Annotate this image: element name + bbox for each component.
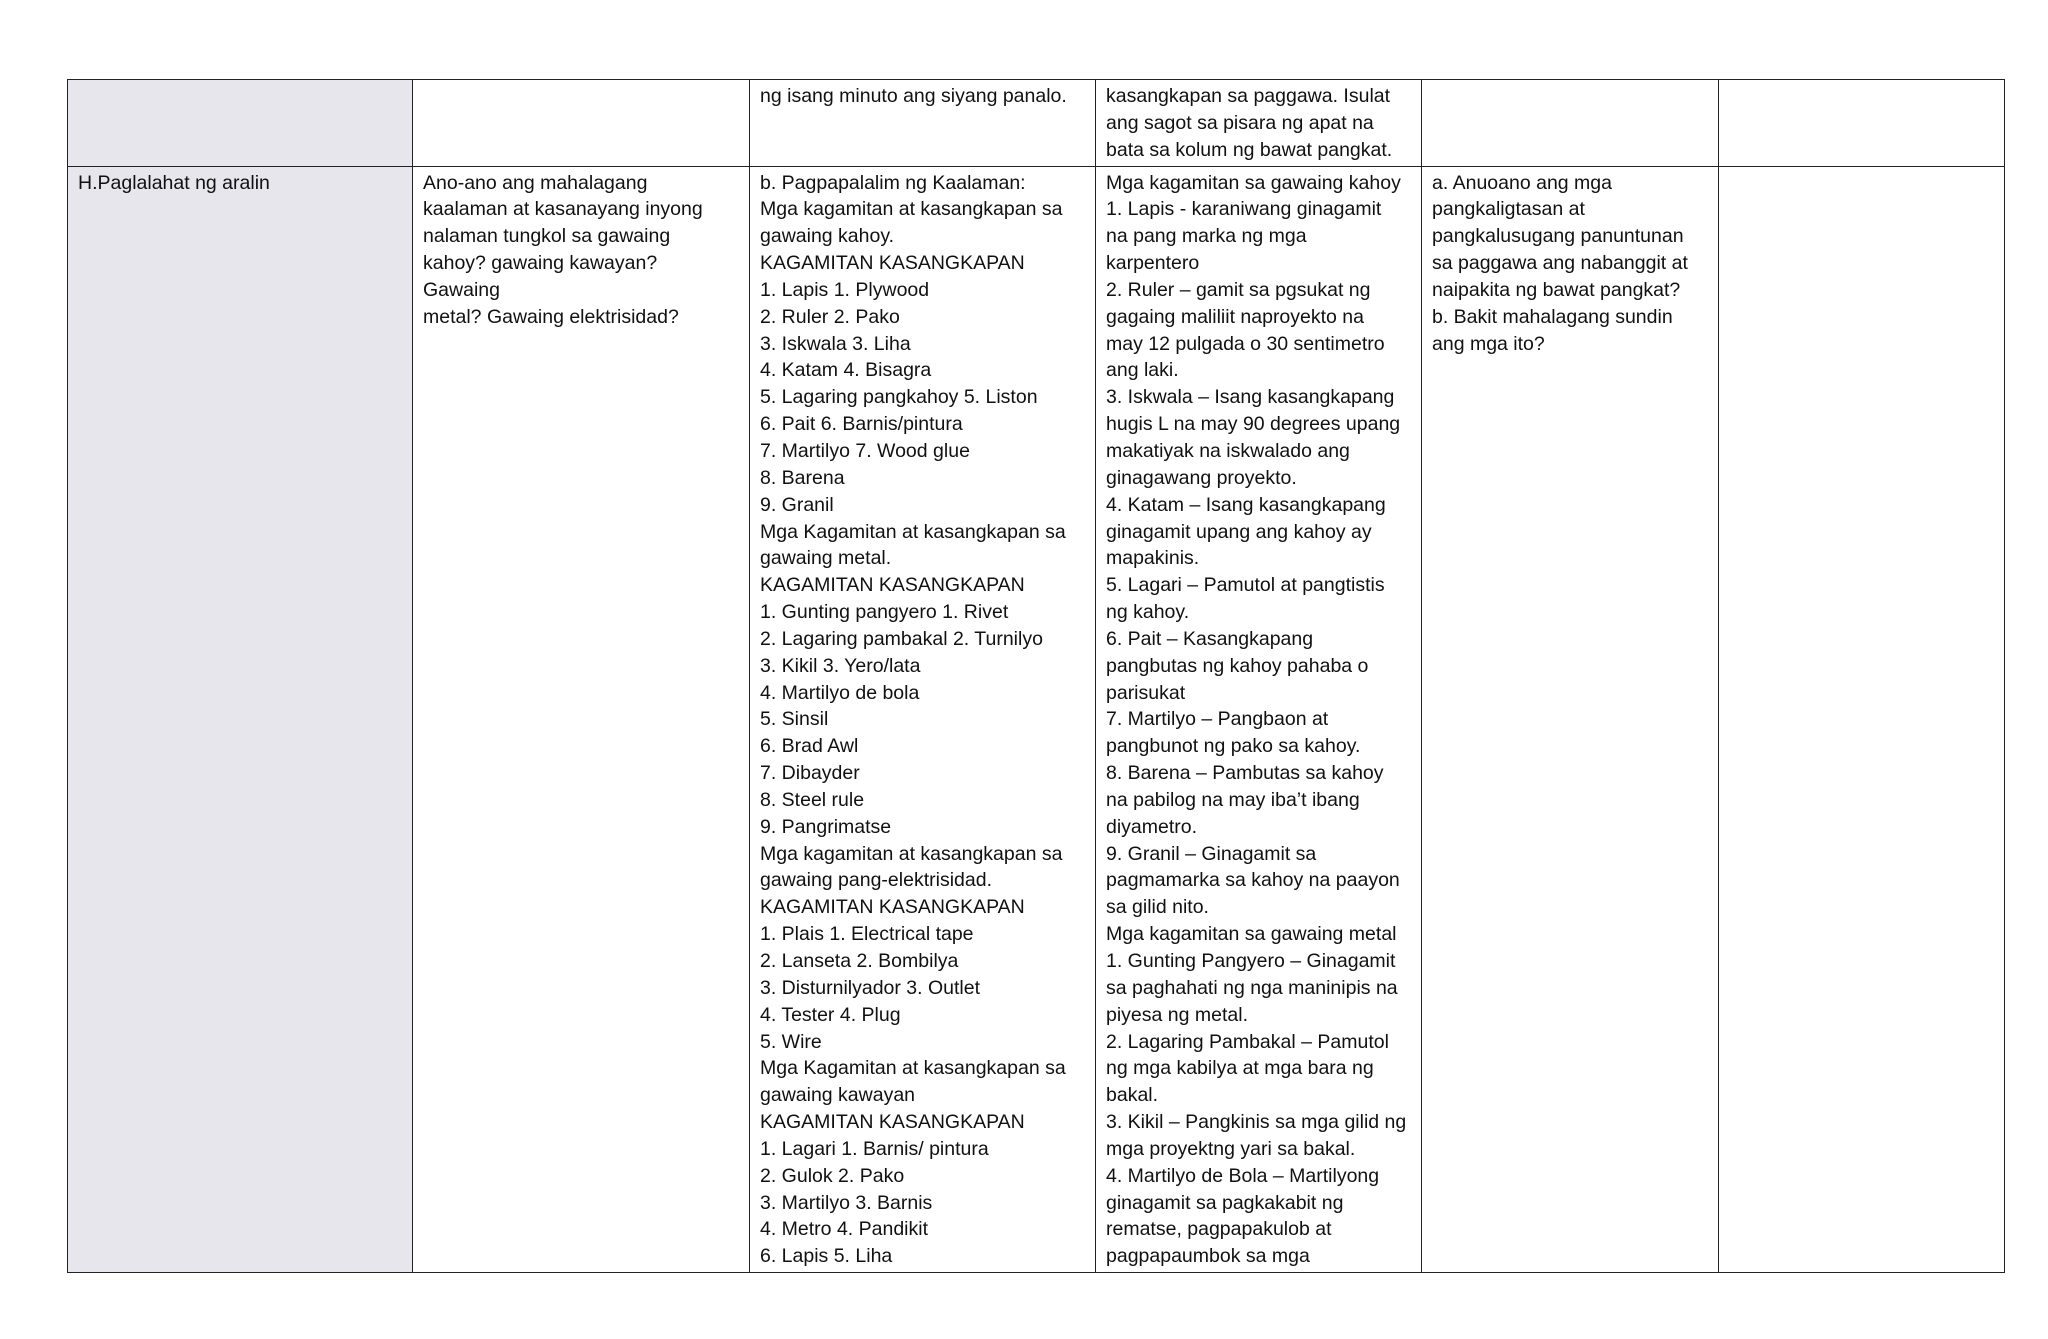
text-line: Mga kagamitan sa gawaing kahoy	[1106, 171, 1401, 194]
text-line: 1. Gunting pangyero 1. Rivet	[760, 601, 1009, 624]
text-line: 3. Disturnilyador 3. Outlet	[760, 976, 981, 999]
text-line: pangbunot ng pako sa kahoy.	[1106, 735, 1361, 758]
remarks-cell	[1719, 166, 2005, 1273]
text-line: 1. Lagari 1. Barnis/ pintura	[760, 1137, 989, 1160]
text-line: 4. Tester 4. Plug	[760, 1003, 901, 1026]
text-line: 3. Iskwala 3. Liha	[760, 332, 911, 355]
text-line: 8. Steel rule	[760, 788, 865, 811]
text-line: 9. Granil	[760, 493, 834, 516]
text-line: a. Anuoano ang mga	[1432, 171, 1612, 194]
text-line: b. Pagpapalalim ng Kaalaman:	[760, 171, 1026, 194]
text-line: gawaing pang-elektrisidad.	[760, 869, 992, 892]
text-line: 5. Sinsil	[760, 708, 829, 731]
text-line: sa paggawa ang nabanggit at	[1432, 252, 1688, 275]
text-line: ng isang minuto ang siyang panalo.	[760, 85, 1067, 107]
row-label: H.Paglalahat ng aralin	[78, 171, 270, 194]
text-line: ang sagot sa pisara ng apat na	[1106, 111, 1374, 134]
text-line: ginagamit upang ang kahoy ay	[1106, 520, 1372, 543]
text-line: ginagamit sa pagkakabit ng	[1106, 1191, 1344, 1214]
text-line: 1. Lapis - karaniwang ginagamit	[1106, 198, 1382, 221]
text-line: b. Bakit mahalagang sundin	[1432, 305, 1673, 328]
text-line: mga proyektng yari sa bakal.	[1106, 1137, 1356, 1160]
text-line: naipakita ng bawat pangkat?	[1432, 278, 1681, 301]
text-line: 2. Ruler – gamit sa pgsukat ng	[1106, 278, 1371, 301]
text-line: 3. Kikil 3. Yero/lata	[760, 654, 921, 677]
text-line: sa paghahati ng nga maninipis na	[1106, 976, 1398, 999]
text-line: 4. Metro 4. Pandikit	[760, 1218, 928, 1241]
activity-cell	[750, 80, 1096, 167]
discussion-cell	[1096, 80, 1422, 167]
safety-questions-cell	[1422, 80, 1719, 167]
text-line: 2. Lagaring Pambakal – Pamutol	[1106, 1030, 1389, 1053]
text-line: diyametro.	[1106, 815, 1198, 838]
text-line: Mga kagamitan at kasangkapan sa	[760, 842, 1063, 865]
text-line: pagmamarka sa kahoy na paayon	[1106, 869, 1400, 892]
text-line: kaalaman at kasanayang inyong	[423, 198, 703, 221]
lesson-plan-table	[67, 79, 2005, 1273]
text-line: 8. Barena	[760, 466, 845, 489]
text-line: Gawaing	[423, 278, 500, 301]
table-row-paglalahat	[68, 166, 2005, 1273]
text-line: may 12 pulgada o 30 sentimetro	[1106, 332, 1385, 355]
text-line: 7. Dibayder	[760, 762, 860, 785]
text-line: 5. Lagaring pangkahoy 5. Liston	[760, 386, 1038, 409]
text-line: pangbutas ng kahoy pahaba o	[1106, 654, 1369, 677]
tools-list-cell	[750, 166, 1096, 1273]
table-row-continuation	[68, 80, 2005, 167]
text-line: 4. Katam – Isang kasangkapang	[1106, 493, 1386, 516]
text-line: ginagawang proyekto.	[1106, 466, 1297, 489]
text-line: 5. Wire	[760, 1030, 822, 1053]
text-line: gawaing kahoy.	[760, 225, 895, 248]
text-line: KAGAMITAN KASANGKAPAN	[760, 896, 1025, 919]
tools-description-cell	[1096, 166, 1422, 1273]
text-line: parisukat	[1106, 681, 1186, 704]
text-line: kasangkapan sa paggawa. Isulat	[1106, 85, 1391, 107]
text-line: nalaman tungkol sa gawaing	[423, 225, 671, 248]
text-line: 1. Plais 1. Electrical tape	[760, 923, 974, 946]
remarks-cell	[1719, 80, 2005, 167]
text-line: ang laki.	[1106, 359, 1179, 382]
text-line: KAGAMITAN KASANGKAPAN	[760, 1111, 1025, 1134]
text-line: ang mga ito?	[1432, 332, 1545, 355]
question-cell	[413, 80, 750, 167]
text-line: 5. Lagari – Pamutol at pangtistis	[1106, 574, 1385, 597]
text-line: 9. Pangrimatse	[760, 815, 892, 838]
text-line: bata sa kolum ng bawat pangkat.	[1106, 138, 1393, 161]
text-line: 3. Martilyo 3. Barnis	[760, 1191, 933, 1214]
text-line: 2. Lagaring pambakal 2. Turnilyo	[760, 627, 1043, 650]
text-line: 4. Martilyo de bola	[760, 681, 920, 704]
text-line: 7. Martilyo – Pangbaon at	[1106, 708, 1329, 731]
text-line: 6. Brad Awl	[760, 735, 859, 758]
text-line: mapakinis.	[1106, 547, 1200, 570]
text-line: 8. Barena – Pambutas sa kahoy	[1106, 762, 1384, 785]
text-line: 3. Iskwala – Isang kasangkapang	[1106, 386, 1395, 409]
text-line: ng kahoy.	[1106, 601, 1190, 624]
text-line: rematse, pagpapakulob at	[1106, 1218, 1332, 1241]
safety-questions-cell	[1422, 166, 1719, 1273]
text-line: 6. Lapis 5. Liha	[760, 1245, 893, 1268]
text-line: Mga kagamitan at kasangkapan sa	[760, 198, 1063, 221]
text-line: makatiyak na iskwalado ang	[1106, 439, 1350, 462]
text-line: karpentero	[1106, 252, 1200, 275]
text-line: 4. Katam 4. Bisagra	[760, 359, 932, 382]
text-line: 1. Gunting Pangyero – Ginagamit	[1106, 950, 1396, 972]
text-line: 1. Lapis 1. Plywood	[760, 278, 930, 301]
text-line: Mga kagamitan sa gawaing metal	[1106, 923, 1397, 946]
text-line: 6. Pait – Kasangkapang	[1106, 627, 1314, 650]
text-line: sa gilid nito.	[1106, 896, 1209, 919]
text-line: pangkaligtasan at	[1432, 198, 1585, 221]
text-line: Mga Kagamitan at kasangkapan sa	[760, 1057, 1066, 1080]
text-line: 7. Martilyo 7. Wood glue	[760, 439, 970, 462]
text-line: gagaing maliliit naproyekto na	[1106, 305, 1364, 328]
text-line: gawaing kawayan	[760, 1084, 916, 1107]
text-line: 6. Pait 6. Barnis/pintura	[760, 413, 963, 436]
text-line: kahoy? gawaing kawayan?	[423, 252, 658, 275]
text-line: pangkalusugang panuntunan	[1432, 225, 1684, 248]
text-line: 2. Gulok 2. Pako	[760, 1164, 905, 1187]
question-cell	[413, 166, 750, 1273]
text-line: gawaing metal.	[760, 547, 892, 570]
text-line: 3. Kikil – Pangkinis sa mga gilid ng	[1106, 1111, 1407, 1134]
text-line: hugis L na may 90 degrees upang	[1106, 413, 1401, 436]
text-line: 2. Lanseta 2. Bombilya	[760, 950, 959, 972]
row-label-cell	[68, 166, 413, 1273]
text-line: 4. Martilyo de Bola – Martilyong	[1106, 1164, 1380, 1187]
text-line: pagpapaumbok sa mga	[1106, 1245, 1310, 1268]
text-line: Mga Kagamitan at kasangkapan sa	[760, 520, 1066, 543]
text-line: metal? Gawaing elektrisidad?	[423, 305, 679, 328]
text-line: 9. Granil – Ginagamit sa	[1106, 842, 1317, 865]
text-line: Ano-ano ang mahalagang	[423, 171, 648, 194]
text-line: piyesa ng metal.	[1106, 1003, 1248, 1026]
text-line: ng mga kabilya at mga bara ng	[1106, 1057, 1374, 1080]
text-line: na pang marka ng mga	[1106, 225, 1307, 248]
text-line: KAGAMITAN KASANGKAPAN	[760, 252, 1025, 275]
text-line: 2. Ruler 2. Pako	[760, 305, 900, 328]
row-label-cell	[68, 80, 413, 167]
text-line: KAGAMITAN KASANGKAPAN	[760, 574, 1025, 597]
text-line: bakal.	[1106, 1084, 1159, 1107]
text-line: na pabilog na may iba’t ibang	[1106, 788, 1360, 811]
